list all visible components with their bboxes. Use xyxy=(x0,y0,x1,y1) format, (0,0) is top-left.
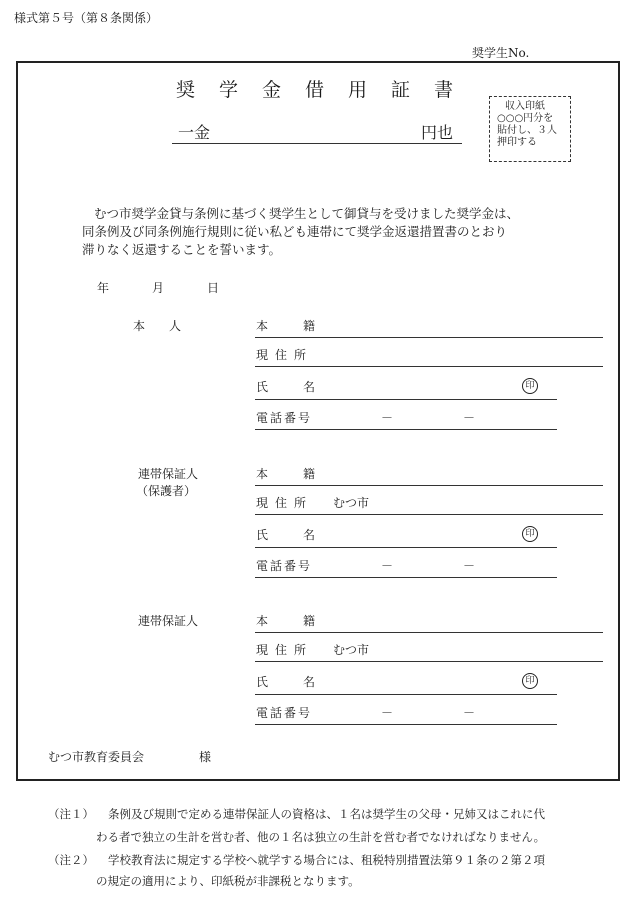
date-month: 月 xyxy=(152,281,165,295)
party-label-principal: 本 人 xyxy=(133,319,182,333)
phone-line xyxy=(255,429,557,430)
note-text: 学校教育法に規定する学校へ就学する場合には、租税特別措置法第９１条の２第２項 xyxy=(108,853,545,867)
honseki-label: 籍 xyxy=(303,467,316,481)
amount-suffix: 円也 xyxy=(421,123,454,142)
stamp-text: 収入印紙 xyxy=(505,101,545,112)
honseki-line xyxy=(255,485,603,486)
body-text-line: 同条例及び同条例施行規則に従い私ども連帯にて奨学金返還措置書のとおり xyxy=(82,224,508,239)
note-label: （注２） xyxy=(48,853,94,867)
phone-dash: － xyxy=(381,706,394,720)
phone-dash: － xyxy=(463,559,476,573)
date-year: 年 xyxy=(97,281,110,295)
name-label: 名 xyxy=(303,380,316,394)
address-label: 現住所 xyxy=(256,496,314,510)
seal-mark: 印 xyxy=(522,378,538,394)
title-char: 金 xyxy=(262,79,282,101)
amount-prefix: 一金 xyxy=(178,123,211,142)
seal-mark: 印 xyxy=(522,673,538,689)
honseki-line xyxy=(255,632,603,633)
phone-line xyxy=(255,724,557,725)
amount-underline xyxy=(172,143,462,144)
honseki-line xyxy=(255,337,603,338)
phone-line xyxy=(255,577,557,578)
revenue-stamp-box xyxy=(489,96,571,162)
note-label: （注１） xyxy=(48,807,94,821)
student-number-label: 奨学生No. xyxy=(472,46,530,60)
title-char: 学 xyxy=(219,79,239,101)
honseki-label: 籍 xyxy=(303,614,316,628)
address-label: 現住所 xyxy=(256,348,314,362)
address-line xyxy=(255,514,603,515)
name-label: 氏 xyxy=(256,380,269,394)
addressee-honorific: 様 xyxy=(199,750,212,764)
addressee-name: むつ市教育委員会 xyxy=(48,750,145,764)
stamp-text: 押印する xyxy=(497,137,537,148)
address-label: 現住所 xyxy=(256,643,314,657)
name-line xyxy=(255,547,557,548)
stamp-text: 貼付し、３人 xyxy=(497,125,557,136)
honseki-label: 本 xyxy=(256,319,269,333)
name-label: 氏 xyxy=(256,675,269,689)
note-text: わる者で独立の生計を営む者、他の１名は独立の生計を営む者でなければなりません。 xyxy=(96,830,546,844)
date-day: 日 xyxy=(207,281,220,295)
title-char: 奨 xyxy=(176,79,196,101)
title-char: 書 xyxy=(434,79,454,101)
phone-dash: － xyxy=(381,411,394,425)
address-value: むつ市 xyxy=(333,643,370,657)
note-text: 条例及び規則で定める連帯保証人の資格は、１名は奨学生の父母・兄姉又はこれに代 xyxy=(108,807,545,821)
name-label: 名 xyxy=(303,675,316,689)
title-char: 証 xyxy=(391,79,411,101)
phone-dash: － xyxy=(463,706,476,720)
name-line xyxy=(255,399,557,400)
phone-label: 電話番号 xyxy=(256,559,313,573)
honseki-label: 籍 xyxy=(303,319,316,333)
body-text-line: むつ市奨学金貸与条例に基づく奨学生として御貸与を受けました奨学金は、 xyxy=(94,206,520,221)
phone-label: 電話番号 xyxy=(256,706,313,720)
title-char: 借 xyxy=(305,79,325,101)
note-text: の規定の適用により、印紙税が非課税となります。 xyxy=(96,874,360,888)
phone-dash: － xyxy=(463,411,476,425)
party-label-guarantor: 連帯保証人 xyxy=(138,467,199,481)
party-sublabel: （保護者） xyxy=(136,484,197,498)
party-label-guarantor: 連帯保証人 xyxy=(138,614,199,628)
name-label: 氏 xyxy=(256,528,269,542)
phone-dash: － xyxy=(381,559,394,573)
form-id-label: 様式第５号（第８条関係） xyxy=(14,11,159,25)
body-text-line: 滞りなく返還することを誓います。 xyxy=(82,242,282,257)
phone-label: 電話番号 xyxy=(256,411,313,425)
honseki-label: 本 xyxy=(256,614,269,628)
name-label: 名 xyxy=(303,528,316,542)
seal-mark: 印 xyxy=(522,526,538,542)
address-line xyxy=(255,366,603,367)
honseki-label: 本 xyxy=(256,467,269,481)
title-char: 用 xyxy=(348,79,368,101)
address-value: むつ市 xyxy=(333,496,370,510)
stamp-text: ○○○円分を xyxy=(497,113,554,124)
name-line xyxy=(255,694,557,695)
address-line xyxy=(255,661,603,662)
